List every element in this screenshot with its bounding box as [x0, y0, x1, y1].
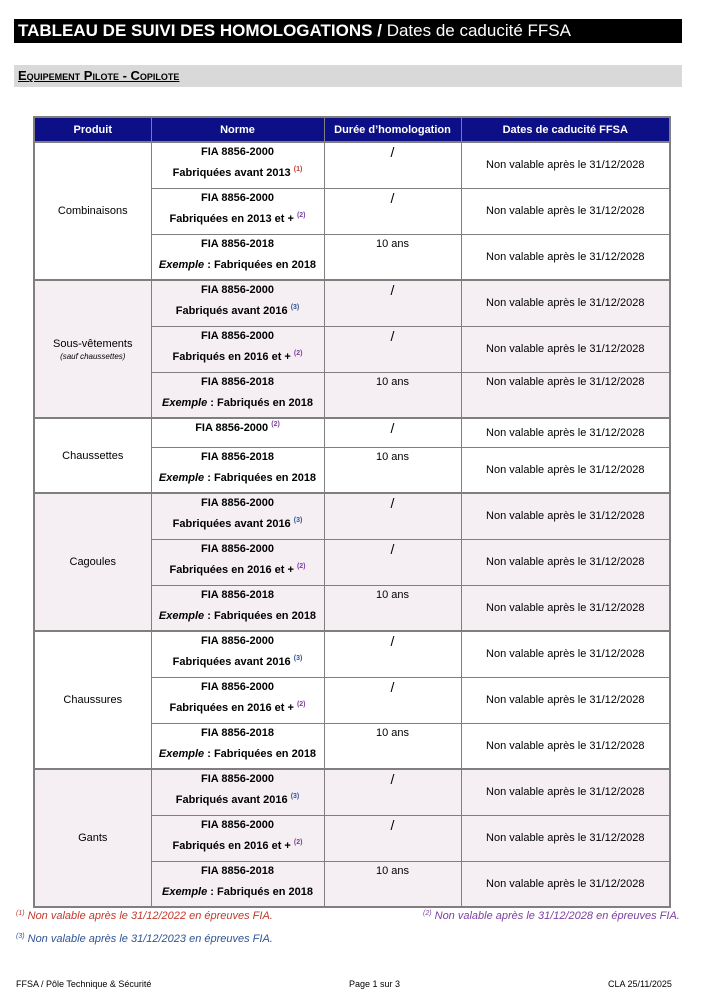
caducite-cell	[461, 142, 670, 188]
caducite-cell	[461, 631, 670, 677]
norme-example-label: Exemple	[158, 471, 205, 484]
norme-standard	[152, 145, 324, 165]
norme-detail	[152, 395, 324, 410]
duration-value: /	[390, 633, 395, 649]
caducite-value: Non valable après le 31/12/2028	[486, 832, 645, 844]
caducite-cell	[461, 769, 670, 815]
duration-value: 10 ans	[375, 726, 410, 739]
footnote-ref: (3)	[290, 793, 300, 800]
duration-cell	[324, 493, 461, 539]
caducite-cell	[461, 280, 670, 326]
norme-code: FIA 8856-2000	[195, 422, 269, 434]
norme-detail	[152, 562, 324, 577]
caducite-value: Non valable après le 31/12/2028	[486, 739, 645, 752]
norme-standard	[152, 542, 324, 562]
caducite-value: Non valable après le 31/12/2028	[486, 205, 645, 217]
norme-detail	[152, 470, 324, 485]
product-name: Chaussures	[63, 694, 123, 706]
product-name: Sous-vêtements	[53, 337, 133, 350]
table-row	[34, 769, 670, 815]
duration-value: 10 ans	[375, 375, 410, 388]
norme-code: FIA 8856-2000	[201, 635, 274, 647]
product-cell	[34, 142, 151, 280]
page-title	[14, 19, 682, 43]
norme-detail	[152, 792, 324, 807]
table-header-row	[34, 117, 670, 142]
norme-detail	[152, 211, 324, 226]
norme-cell	[151, 372, 324, 418]
caducite-value: Non valable après le 31/12/2028	[486, 297, 645, 310]
norme-detail	[152, 838, 324, 853]
caducite-value: Non valable après le 31/12/2028	[486, 463, 645, 476]
norme-detail-text: Fabriquées avant 2016	[172, 518, 291, 530]
footnote-1-mark: (1)	[16, 910, 25, 917]
duration-cell	[324, 447, 461, 493]
norme-cell	[151, 769, 324, 815]
norme-standard	[152, 726, 324, 746]
norme-cell	[151, 234, 324, 280]
duration-cell	[324, 326, 461, 372]
norme-code: FIA 8856-2000	[201, 329, 274, 342]
norme-detail-text: Fabriquées en 2013 et +	[169, 212, 294, 225]
footnote-ref: (2)	[296, 700, 306, 708]
caducite-value: Non valable après le 31/12/2028	[486, 159, 645, 172]
duration-cell	[324, 142, 461, 188]
caducite-value: Non valable après le 31/12/2028	[486, 648, 645, 661]
caducite-cell	[461, 677, 670, 723]
col-header-duree: Durée d’homologation	[324, 117, 461, 142]
product-cell	[34, 418, 151, 493]
duration-cell	[324, 418, 461, 447]
footnote-ref: (3)	[293, 517, 303, 524]
norme-example-label: Exemple	[158, 258, 205, 271]
norme-detail-text: : Fabriqués en 2018	[207, 396, 313, 409]
norme-detail-text: : Fabriquées en 2018	[204, 471, 317, 484]
caducite-value: Non valable après le 31/12/2028	[486, 786, 645, 799]
caducite-cell	[461, 234, 670, 280]
duration-value: /	[390, 816, 395, 833]
norme-standard	[152, 375, 324, 395]
duration-cell	[324, 188, 461, 234]
caducite-cell	[461, 447, 670, 493]
caducite-cell	[461, 539, 670, 585]
norme-detail	[152, 349, 324, 364]
norme-detail	[152, 884, 324, 899]
footnote-2-mark: (2)	[423, 910, 432, 917]
product-cell	[34, 280, 151, 418]
norme-cell	[151, 861, 324, 907]
table-row	[34, 493, 670, 539]
duration-value: 10 ans	[375, 450, 410, 463]
product-cell	[34, 631, 151, 769]
norme-cell	[151, 585, 324, 631]
footnote-ref: (2)	[293, 349, 303, 357]
duration-value: /	[390, 144, 395, 160]
norme-cell	[151, 188, 324, 234]
duration-value: /	[390, 495, 395, 511]
norme-detail-text: : Fabriqués en 2018	[207, 885, 313, 898]
caducite-value: Non valable après le 31/12/2028	[486, 343, 645, 355]
norme-code: FIA 8856-2018	[201, 726, 274, 739]
table-row	[34, 142, 670, 188]
norme-example-label: Exemple	[158, 747, 205, 760]
norme-detail	[152, 700, 324, 715]
norme-cell	[151, 723, 324, 769]
footnote-ref: (2)	[296, 211, 306, 219]
product-cell	[34, 493, 151, 631]
norme-standard	[152, 450, 324, 470]
footnote-ref: (3)	[293, 655, 303, 662]
duration-cell	[324, 539, 461, 585]
table-row	[34, 418, 670, 447]
caducite-cell	[461, 372, 670, 418]
caducite-value: Non valable après le 31/12/2028	[486, 426, 645, 439]
norme-standard	[152, 329, 324, 349]
norme-standard	[152, 634, 324, 654]
duration-cell	[324, 585, 461, 631]
product-cell	[34, 769, 151, 907]
norme-detail	[152, 516, 324, 531]
norme-code: FIA 8856-2000	[201, 818, 274, 831]
caducite-cell	[461, 815, 670, 861]
norme-standard	[152, 864, 324, 884]
norme-detail	[152, 257, 324, 272]
norme-code: FIA 8856-2018	[201, 375, 274, 388]
table-body	[34, 142, 670, 907]
duration-value: /	[390, 771, 395, 787]
footer-right: CLA 25/11/2025	[608, 979, 672, 989]
norme-code: FIA 8856-2000	[201, 497, 274, 509]
duration-cell	[324, 234, 461, 280]
footnote-ref: (2)	[293, 838, 303, 846]
homologation-table	[33, 116, 671, 908]
caducite-value: Non valable après le 31/12/2028	[486, 877, 645, 890]
table-row	[34, 631, 670, 677]
norme-example-label: Exemple	[158, 609, 205, 622]
table-row	[34, 280, 670, 326]
footnote-1	[16, 910, 273, 922]
norme-standard	[152, 772, 324, 792]
caducite-cell	[461, 188, 670, 234]
norme-standard	[152, 588, 324, 608]
footnote-2-text: Non valable après le 31/12/2028 en épreuves FIA.	[434, 910, 680, 922]
norme-cell	[151, 326, 324, 372]
product-subtitle: (sauf chaussettes)	[60, 351, 126, 361]
norme-example-label: Exemple	[161, 396, 208, 409]
col-header-produit: Produit	[34, 117, 151, 142]
norme-code: FIA 8856-2018	[201, 237, 274, 250]
product-name: Combinaisons	[57, 205, 128, 217]
norme-code: FIA 8856-2000	[201, 146, 274, 158]
duration-value: /	[390, 540, 395, 557]
footnote-3-mark: (3)	[16, 933, 25, 940]
norme-standard	[152, 237, 324, 257]
caducite-cell	[461, 723, 670, 769]
duration-value: /	[390, 282, 395, 298]
duration-cell	[324, 631, 461, 677]
footnote-3	[16, 933, 273, 945]
footnote-ref: (2)	[296, 562, 306, 570]
norme-cell	[151, 280, 324, 326]
duration-cell	[324, 861, 461, 907]
duration-value: /	[390, 189, 395, 206]
norme-standard	[152, 680, 324, 700]
caducite-value: Non valable après le 31/12/2028	[486, 556, 645, 568]
norme-code: FIA 8856-2000	[201, 191, 274, 204]
product-name: Gants	[78, 832, 108, 844]
col-header-norme: Norme	[151, 117, 324, 142]
duration-cell	[324, 372, 461, 418]
section-heading: Equipement Pilote - Copilote	[14, 65, 682, 87]
norme-code: FIA 8856-2018	[201, 864, 274, 877]
norme-cell	[151, 493, 324, 539]
caducite-value: Non valable après le 31/12/2028	[486, 694, 645, 706]
norme-detail-text: Fabriqués en 2016 et +	[172, 350, 291, 363]
norme-code: FIA 8856-2018	[201, 450, 274, 463]
norme-detail	[152, 303, 324, 318]
page-title-regular: Dates de caducité FFSA	[386, 21, 571, 40]
duration-cell	[324, 677, 461, 723]
norme-example-label: Exemple	[161, 885, 208, 898]
duration-cell	[324, 723, 461, 769]
caducite-value: Non valable après le 31/12/2028	[486, 375, 645, 388]
norme-detail-text: : Fabriquées en 2018	[204, 609, 317, 622]
norme-cell	[151, 418, 324, 447]
norme-detail-text: Fabriquées avant 2016	[172, 656, 291, 668]
norme-detail-text: Fabriqués avant 2016	[175, 794, 288, 806]
norme-standard	[152, 191, 324, 211]
norme-detail-text: : Fabriquées en 2018	[204, 258, 317, 271]
footnote-ref: (3)	[290, 304, 300, 311]
caducite-value: Non valable après le 31/12/2028	[486, 601, 645, 614]
norme-detail	[152, 746, 324, 761]
norme-detail	[152, 165, 324, 180]
norme-detail-text: Fabriqués avant 2016	[175, 305, 288, 317]
footnote-1-text: Non valable après le 31/12/2022 en épreuves FIA.	[27, 910, 273, 922]
norme-code: FIA 8856-2000	[201, 284, 274, 296]
norme-code: FIA 8856-2000	[201, 542, 274, 555]
product-name: Cagoules	[69, 556, 116, 568]
product-name: Chaussettes	[62, 449, 124, 462]
norme-standard	[152, 283, 324, 303]
norme-detail-text: Fabriquées en 2016 et +	[169, 701, 294, 714]
norme-cell	[151, 142, 324, 188]
caducite-cell	[461, 326, 670, 372]
caducite-value: Non valable après le 31/12/2028	[486, 510, 645, 523]
duration-cell	[324, 815, 461, 861]
duration-value: /	[390, 327, 395, 344]
norme-standard	[152, 421, 324, 441]
footer-left: FFSA / Pôle Technique & Sécurité	[16, 979, 152, 989]
norme-standard	[152, 496, 324, 516]
norme-cell	[151, 447, 324, 493]
norme-detail	[152, 608, 324, 623]
caducite-cell	[461, 585, 670, 631]
norme-standard	[152, 818, 324, 838]
footnote-2	[423, 910, 680, 922]
norme-detail	[152, 654, 324, 669]
norme-detail-text: Fabriqués en 2016 et +	[172, 839, 291, 852]
footnote-3-text: Non valable après le 31/12/2023 en épreuves FIA.	[27, 933, 273, 945]
duration-value: 10 ans	[375, 237, 410, 250]
norme-detail-text: : Fabriquées en 2018	[204, 747, 317, 760]
duration-value: /	[390, 420, 395, 436]
norme-cell	[151, 631, 324, 677]
caducite-cell	[461, 861, 670, 907]
norme-code: FIA 8856-2000	[201, 680, 274, 693]
norme-detail-text: Fabriquées en 2016 et +	[169, 563, 294, 576]
footer-page-number: Page 1 sur 3	[349, 979, 401, 989]
duration-value: 10 ans	[375, 864, 410, 877]
caducite-cell	[461, 493, 670, 539]
footnote-ref: (2)	[271, 421, 280, 428]
footnote-ref: (1)	[293, 166, 303, 173]
duration-value: 10 ans	[375, 588, 410, 601]
caducite-cell	[461, 418, 670, 447]
norme-code: FIA 8856-2000	[201, 773, 274, 785]
norme-detail-text: Fabriquées avant 2013	[172, 167, 291, 179]
page-title-bold: TABLEAU DE SUIVI DES HOMOLOGATIONS /	[18, 21, 382, 40]
duration-cell	[324, 769, 461, 815]
norme-cell	[151, 539, 324, 585]
duration-value: /	[390, 678, 395, 695]
norme-cell	[151, 815, 324, 861]
col-header-caducite: Dates de caducité FFSA	[461, 117, 670, 142]
duration-cell	[324, 280, 461, 326]
norme-cell	[151, 677, 324, 723]
caducite-value: Non valable après le 31/12/2028	[486, 250, 645, 263]
norme-code: FIA 8856-2018	[201, 588, 274, 601]
